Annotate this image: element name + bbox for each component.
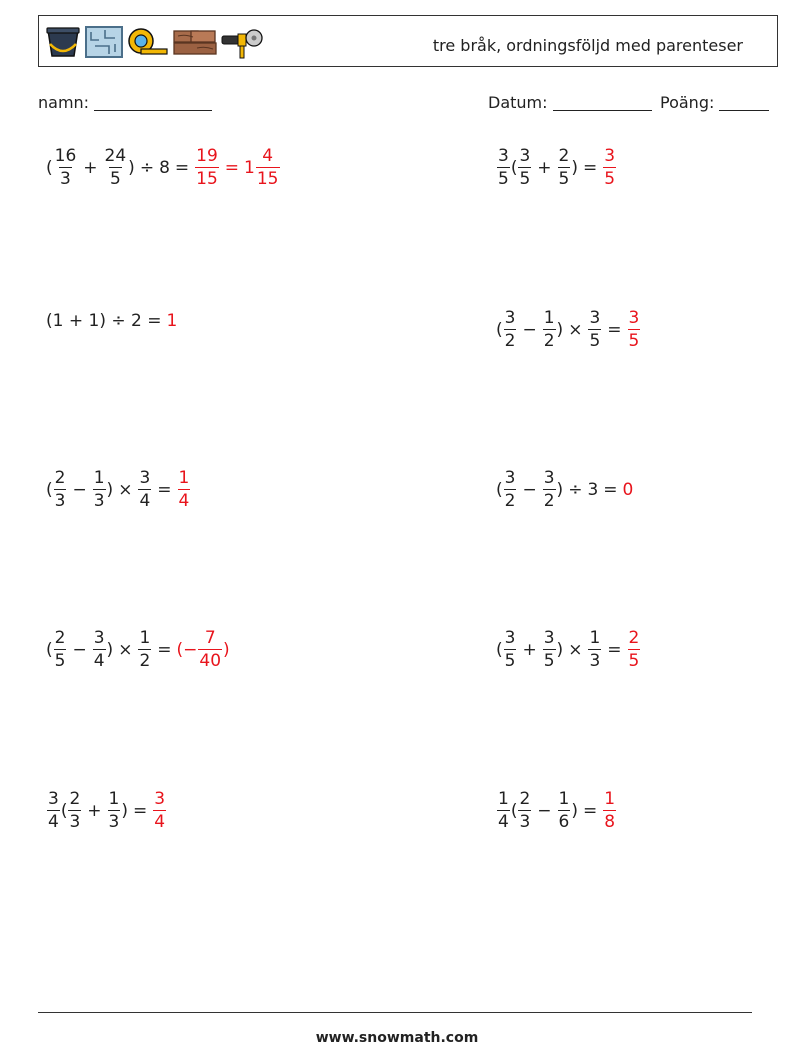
answer: $\frac{1}{8}$ (604, 789, 616, 832)
fraction: $\frac{1}{3}$ (108, 789, 120, 832)
fraction: $\frac{1}{4}$ (498, 789, 509, 832)
fraction: $\frac{3}{2}$ (504, 308, 516, 351)
problem-9: $\frac{3}{4}$ ( $\frac{2}{3}$ + $\frac{1}{3}$ ) = $\frac{3}{4}$ (48, 789, 166, 832)
fraction: $\frac{2}{3}$ (519, 789, 531, 832)
tape-measure-icon (126, 27, 170, 57)
answer: 0 (622, 479, 634, 500)
fraction: $\frac{3}{4}$ (139, 468, 151, 511)
problem-7: ( $\frac{2}{5}$ − $\frac{3}{4}$ ) × $\frac{1}{2}$ = (− $\frac{7}{40}$ ) (46, 628, 230, 671)
score-label: Poäng: (660, 93, 715, 112)
fraction: $\frac{24}{5}$ (104, 146, 127, 189)
answer: $\frac{3}{4}$ (154, 789, 166, 832)
date-blank[interactable] (553, 94, 652, 111)
fraction: $\frac{3}{2}$ (543, 468, 555, 511)
fraction: $\frac{3}{2}$ (504, 468, 516, 511)
answer: (− $\frac{7}{40}$ ) (176, 628, 230, 671)
fraction: $\frac{2}{3}$ (54, 468, 66, 511)
answer: $\frac{3}{5}$ (604, 146, 616, 189)
problem-3: (1 + 1) ÷ 2 = 1 (46, 311, 178, 331)
angle-grinder-icon (220, 24, 264, 60)
fraction: $\frac{1}{6}$ (558, 789, 570, 832)
fraction: $\frac{2}{5}$ (54, 628, 66, 671)
footer-url[interactable]: www.snowmath.com (315, 1030, 479, 1046)
name-blank[interactable] (94, 94, 212, 111)
fraction: $\frac{2}{5}$ (558, 146, 570, 189)
fraction: $\frac{1}{2}$ (543, 308, 555, 351)
answer: 1 (166, 311, 178, 331)
fraction: $\frac{3}{5}$ (519, 146, 531, 189)
fraction: $\frac{1}{3}$ (93, 468, 105, 511)
fraction: $\frac{3}{4}$ (48, 789, 59, 832)
wood-planks-icon (173, 27, 217, 57)
problem-4: ( $\frac{3}{2}$ − $\frac{1}{2}$ ) × $\frac{3}{5}$ = $\frac{3}{5}$ (496, 308, 640, 351)
header-icons (44, 23, 267, 61)
date-label: Datum: (488, 93, 548, 112)
fraction: $\frac{3}{5}$ (543, 628, 555, 671)
date-field (488, 93, 652, 112)
fraction: $\frac{2}{3}$ (69, 789, 81, 832)
fraction: $\frac{3}{5}$ (498, 146, 509, 189)
worksheet-title: tre bråk, ordningsföljd med parenteser (432, 36, 743, 55)
score-blank[interactable] (719, 94, 769, 111)
name-label: namn: (38, 93, 90, 112)
problem-1: ( $\frac{16}{3}$ + $\frac{24}{5}$ ) ÷ 8 = $\frac{19}{15}$ = 1 $\frac{4}{15}$ (46, 146, 279, 189)
answer: $\frac{2}{5}$ (628, 628, 640, 671)
footer-divider (38, 1012, 752, 1013)
problem-5: ( $\frac{2}{3}$ − $\frac{1}{3}$ ) × $\frac{3}{4}$ = $\frac{1}{4}$ (46, 468, 190, 511)
answer: $\frac{19}{15}$ = 1 $\frac{4}{15}$ (196, 146, 279, 189)
fraction: $\frac{16}{3}$ (54, 146, 77, 189)
fraction: $\frac{3}{4}$ (93, 628, 105, 671)
fraction: $\frac{1}{2}$ (139, 628, 151, 671)
worksheet-header (38, 15, 778, 67)
problem-2: $\frac{3}{5}$ ( $\frac{3}{5}$ + $\frac{2}{5}$ ) = $\frac{3}{5}$ (498, 146, 616, 189)
fraction: $\frac{3}{5}$ (589, 308, 601, 351)
fraction: $\frac{3}{5}$ (504, 628, 516, 671)
answer: $\frac{3}{5}$ (628, 308, 640, 351)
problem-8: ( $\frac{3}{5}$ + $\frac{3}{5}$ ) × $\frac{1}{3}$ = $\frac{2}{5}$ (496, 628, 640, 671)
problem-10: $\frac{1}{4}$ ( $\frac{2}{3}$ − $\frac{1}{6}$ ) = $\frac{1}{8}$ (498, 789, 616, 832)
blueprint-icon (85, 26, 123, 58)
bucket-icon (44, 24, 82, 60)
name-field (38, 93, 212, 112)
fraction: $\frac{1}{3}$ (589, 628, 601, 671)
answer: $\frac{1}{4}$ (178, 468, 190, 511)
problem-6: ( $\frac{3}{2}$ − $\frac{3}{2}$ ) ÷ 3 = 0 (496, 468, 634, 511)
score-field (660, 93, 769, 112)
